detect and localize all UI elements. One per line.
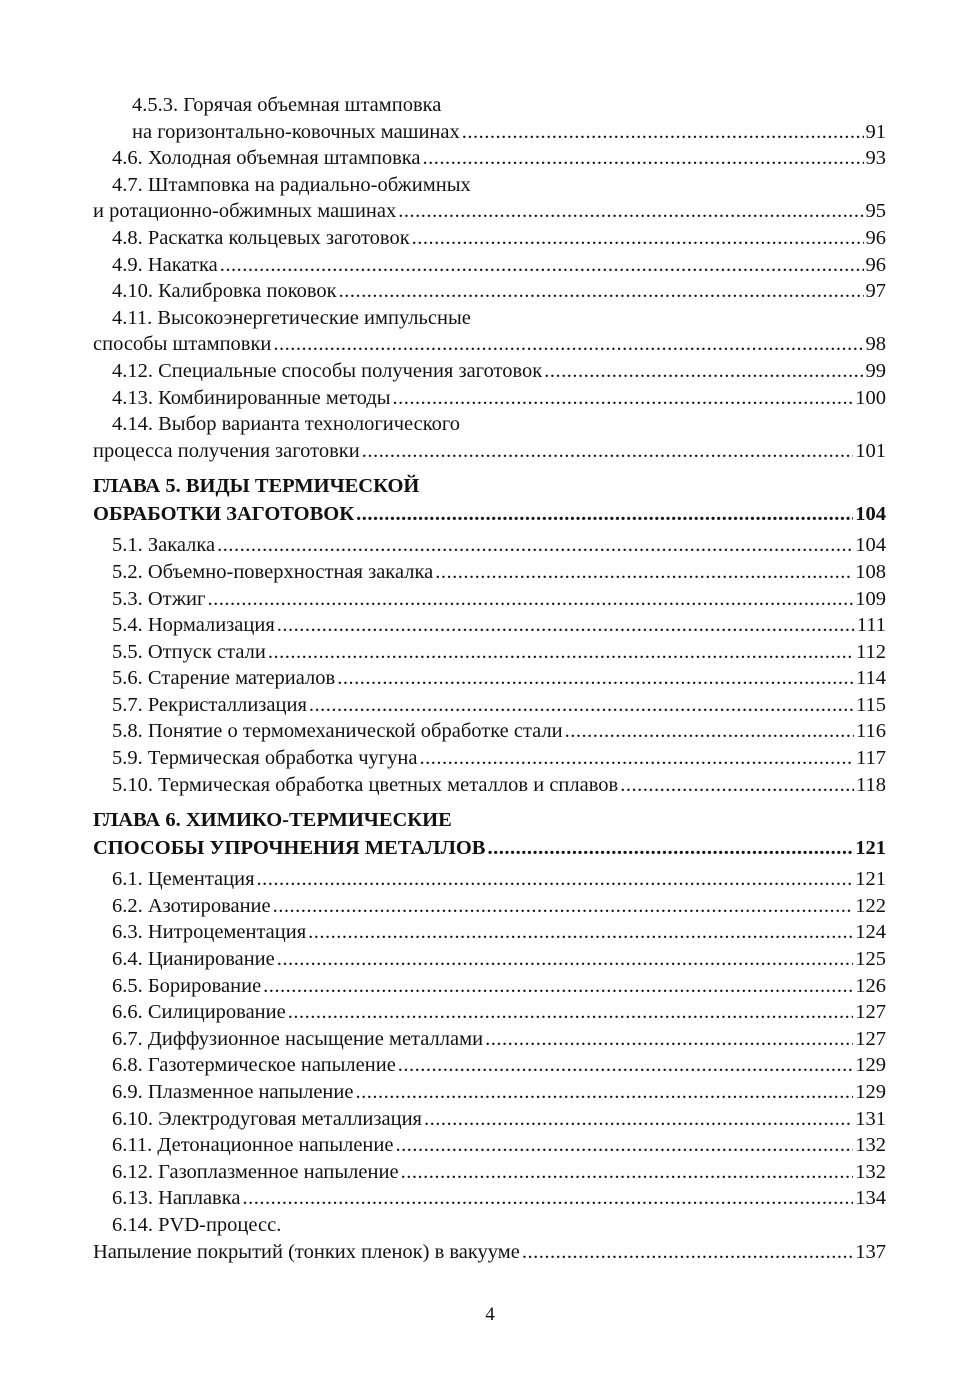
dot-leader: [393, 385, 854, 412]
toc-entry-title: ГЛАВА 5. ВИДЫ ТЕРМИЧЕСКОЙ: [93, 475, 420, 498]
toc-entry-line: [93, 1159, 886, 1186]
toc-page-number: 95: [865, 200, 886, 223]
dot-leader: [268, 639, 854, 666]
toc-entry-line: [93, 612, 886, 639]
toc-entry-line: [93, 385, 886, 412]
toc-chapter-line: [93, 500, 886, 528]
toc-entry-title: 5.5. Отпуск стали: [112, 640, 266, 663]
dot-leader: [243, 1185, 854, 1212]
toc-page-number: 104: [855, 534, 886, 557]
toc-page-number: 137: [855, 1240, 886, 1263]
toc-entry-title: 5.3. Отжиг: [112, 587, 206, 610]
dot-leader: [424, 1106, 853, 1133]
toc-entry-line: [93, 772, 886, 799]
toc-entry-title: 6.8. Газотермическое напыление: [112, 1054, 396, 1077]
toc-entry-title: 6.11. Детонационное напыление: [112, 1134, 394, 1157]
toc-entry-title: СПОСОБЫ УПРОЧНЕНИЯ МЕТАЛЛОВ: [93, 837, 486, 860]
toc-page-number: 115: [856, 693, 886, 716]
toc-page-number: 117: [856, 747, 886, 770]
dot-leader: [423, 145, 864, 172]
dot-leader: [308, 919, 853, 946]
toc-page-number: 97: [865, 280, 886, 303]
toc-entry-title: 6.5. Борирование: [112, 974, 262, 997]
toc-page-number: 131: [855, 1107, 886, 1130]
dot-leader: [412, 225, 864, 252]
toc-entry-line: [93, 1132, 886, 1159]
page-number: 4: [485, 1304, 495, 1325]
toc-chapter-line: [93, 806, 886, 834]
toc-page-number: 132: [855, 1160, 886, 1183]
dot-leader: [487, 834, 853, 862]
toc-entry-title: 5.4. Нормализация: [112, 614, 275, 637]
dot-leader: [217, 532, 853, 559]
toc-entry-title: 6.4. Цианирование: [112, 948, 275, 971]
toc-entry-title: 6.13. Наплавка: [112, 1187, 241, 1210]
toc-page-number: 99: [865, 359, 886, 382]
toc-page-number: 129: [855, 1081, 886, 1103]
toc-entry-line: [93, 1239, 886, 1266]
toc-entry-title: 6.2. Азотирование: [112, 894, 271, 917]
toc-page-number: 114: [856, 667, 886, 690]
toc-entry-line: [93, 172, 886, 199]
dot-leader: [485, 1026, 853, 1053]
toc-page-number: 126: [855, 974, 886, 997]
toc-entry-title: 6.1. Цементация: [112, 868, 255, 891]
toc-entry-title: на горизонтально-ковочных машинах: [132, 120, 460, 143]
toc-entry-line: [93, 198, 886, 225]
toc-entry-title: 4.11. Высокоэнергетические импульсные: [112, 306, 471, 329]
toc-entry-title: 5.6. Старение материалов: [112, 667, 336, 690]
toc-entry-line: [93, 1185, 886, 1212]
toc-entry-title: 5.8. Понятие о термомеханической обработке стали: [112, 720, 563, 743]
toc-entry-title: 4.10. Калибровка поковок: [112, 280, 337, 303]
toc-page-number: 96: [865, 253, 886, 276]
dot-leader: [263, 973, 853, 1000]
toc-entry-line: [93, 1106, 886, 1133]
toc-entry-title: процесса получения заготовки: [93, 439, 360, 462]
toc-entry-title: 4.12. Специальные способы получения заготовок: [112, 359, 543, 382]
dot-leader: [398, 198, 863, 225]
dot-leader: [435, 559, 853, 586]
dot-leader: [309, 692, 854, 719]
toc-entry-title: 5.7. Рекристаллизация: [112, 693, 307, 716]
dot-leader: [257, 866, 854, 893]
toc-page-number: 132: [855, 1134, 886, 1157]
toc-entry-line: [93, 1079, 886, 1106]
toc-entry-line: [93, 119, 886, 146]
toc-entry-line: [93, 145, 886, 172]
toc-entry-line: [93, 358, 886, 385]
toc-entry-line: [93, 278, 886, 305]
toc-entry-line: [93, 225, 886, 252]
toc-entry-title: 6.10. Электродуговая металлизация: [112, 1107, 422, 1130]
toc-entry-line: [93, 305, 886, 332]
dot-leader: [337, 665, 854, 692]
toc-entry-title: 5.1. Закалка: [112, 534, 216, 557]
dot-leader: [544, 358, 863, 385]
dot-leader: [273, 893, 854, 920]
toc-entry-line: [93, 639, 886, 666]
toc-page-number: 129: [855, 1054, 886, 1077]
dot-leader: [395, 1132, 853, 1159]
toc-page-number: 124: [855, 921, 886, 944]
dot-leader: [288, 999, 854, 1026]
toc-page-number: 101: [855, 439, 886, 462]
toc-page-number: 98: [865, 333, 886, 356]
toc-entry-line: [93, 946, 886, 973]
table-of-contents: [93, 92, 886, 1265]
toc-entry-line: [93, 999, 886, 1026]
toc-entry-title: способы штамповки: [93, 333, 272, 356]
toc-page-number: 121: [855, 868, 886, 891]
toc-page-number: 109: [855, 587, 886, 610]
toc-page-number: 134: [855, 1187, 886, 1210]
dot-leader: [277, 612, 855, 639]
toc-entry-line: [93, 586, 886, 613]
toc-entry-line: [93, 92, 886, 119]
toc-entry-title: 4.9. Накатка: [112, 253, 218, 276]
toc-entry-line: [93, 331, 886, 358]
toc-entry-line: [93, 252, 886, 279]
toc-page-number: 121: [855, 837, 886, 860]
toc-page-number: 100: [855, 386, 886, 409]
dot-leader: [522, 1239, 853, 1266]
dot-leader: [565, 718, 854, 745]
toc-entry-line: [93, 665, 886, 692]
toc-entry-title: 4.13. Комбинированные методы: [112, 386, 391, 409]
toc-page-number: 116: [856, 720, 886, 743]
toc-page-number: 122: [855, 894, 886, 917]
toc-page-number: 125: [855, 948, 886, 971]
dot-leader: [620, 772, 854, 799]
toc-entry-title: 6.14. PVD-процесс.: [112, 1213, 282, 1236]
dot-leader: [362, 438, 854, 465]
toc-entry-title: 6.9. Плазменное напыление: [112, 1081, 354, 1103]
toc-entry-line: [93, 438, 886, 465]
toc-entry-title: ГЛАВА 6. ХИМИКО-ТЕРМИЧЕСКИЕ: [93, 809, 452, 832]
toc-entry-title: 6.7. Диффузионное насыщение металлами: [112, 1027, 484, 1050]
dot-leader: [273, 331, 863, 358]
toc-entry-line: [93, 919, 886, 946]
toc-entry-title: Напыление покрытий (тонких пленок) в вакууме: [93, 1240, 520, 1263]
toc-page-number: 127: [855, 1001, 886, 1024]
dot-leader: [462, 119, 864, 146]
toc-entry-line: [93, 559, 886, 586]
toc-entry-line: [93, 692, 886, 719]
toc-page-number: 118: [856, 773, 886, 796]
dot-leader: [339, 278, 864, 305]
toc-entry-line: [93, 532, 886, 559]
toc-entry-line: [93, 866, 886, 893]
toc-entry-title: 5.2. Объемно-поверхностная закалка: [112, 560, 434, 583]
toc-entry-title: ОБРАБОТКИ ЗАГОТОВОК: [93, 503, 355, 526]
toc-entry-line: [93, 745, 886, 772]
dot-leader: [398, 1052, 853, 1079]
dot-leader: [356, 500, 853, 528]
toc-entry-title: 6.6. Силицирование: [112, 1001, 286, 1024]
toc-entry-line: [93, 1026, 886, 1053]
dot-leader: [277, 946, 854, 973]
dot-leader: [401, 1159, 854, 1186]
toc-page-number: 127: [855, 1027, 886, 1050]
dot-leader: [419, 745, 854, 772]
toc-entry-title: 5.9. Термическая обработка чугуна: [112, 747, 418, 770]
toc-page-number: 104: [855, 503, 886, 526]
toc-entry-title: 4.8. Раскатка кольцевых заготовок: [112, 226, 410, 249]
toc-entry-line: [93, 1212, 886, 1239]
toc-page-number: 111: [856, 614, 886, 637]
toc-entry-title: 6.12. Газоплазменное напыление: [112, 1160, 399, 1183]
toc-entry-title: и ротационно-обжимных машинах: [93, 200, 397, 223]
toc-entry-title: 4.14. Выбор варианта технологического: [112, 413, 461, 436]
toc-chapter-line: [93, 834, 886, 862]
toc-entry-title: 4.6. Холодная объемная штамповка: [112, 147, 421, 170]
toc-entry-line: [93, 973, 886, 1000]
toc-entry-title: 6.3. Нитроцементация: [112, 921, 307, 944]
toc-entry-line: [93, 1052, 886, 1079]
toc-entry-title: 5.10. Термическая обработка цветных металлов и сплавов: [112, 773, 619, 796]
toc-entry-title: 4.5.3. Горячая объемная штамповка: [132, 94, 442, 116]
toc-entry-line: [93, 718, 886, 745]
dot-leader: [220, 252, 864, 279]
toc-entry-line: [93, 411, 886, 438]
toc-page-number: 112: [856, 640, 886, 663]
toc-page-number: 91: [865, 120, 886, 143]
toc-entry-line: [93, 893, 886, 920]
toc-entry-title: 4.7. Штамповка на радиально-обжимных: [112, 173, 471, 196]
dot-leader: [355, 1079, 853, 1106]
toc-page-number: 93: [865, 147, 886, 170]
toc-page-number: 108: [855, 560, 886, 583]
toc-chapter-line: [93, 472, 886, 500]
toc-page-number: 96: [865, 226, 886, 249]
dot-leader: [207, 586, 853, 613]
